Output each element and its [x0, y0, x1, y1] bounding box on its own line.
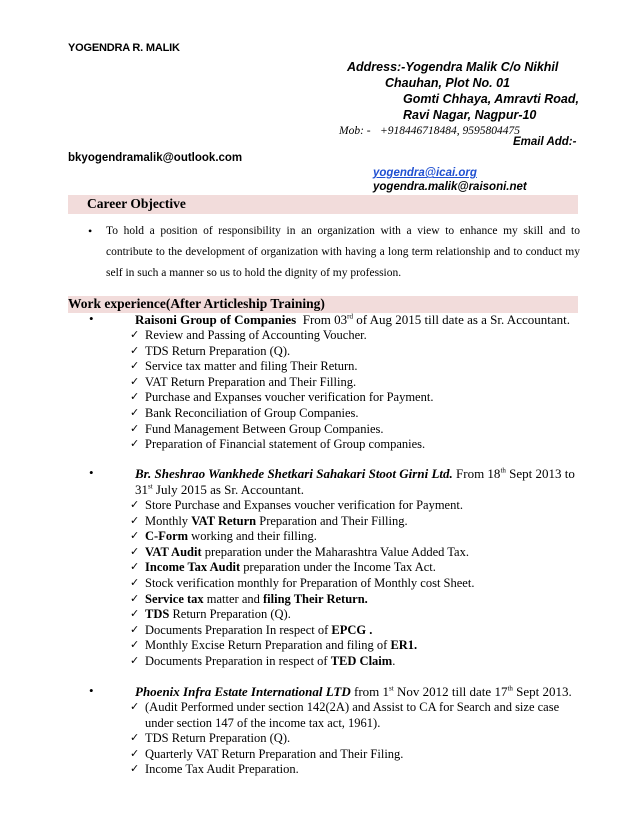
address-line-3: Gomti Chhaya, Amravti Road,: [403, 92, 579, 106]
list-item: ✓ Stock verification monthly for Preparation of Monthly cost Sheet.: [130, 575, 475, 590]
job-2-period2-post: July 2015 as Sr. Accountant.: [152, 482, 304, 497]
job-1-heading: [135, 312, 570, 328]
career-objective-heading-band: [68, 195, 578, 214]
check-icon: ✓: [130, 576, 140, 589]
check-icon: ✓: [130, 422, 140, 435]
job-3-duties: [130, 700, 580, 778]
address-line-2: Chauhan, Plot No. 01: [385, 76, 511, 90]
list-item: ✓ Service tax matter and filing Their Return.: [130, 591, 368, 606]
work-experience-heading: Work experience(After Articleship Training): [68, 296, 325, 311]
email-outlook[interactable]: bkyogendramalik@outlook.com: [68, 152, 243, 164]
list-item: ✓ Store Purchase and Expanses voucher verification for Payment.: [130, 498, 463, 512]
list-item: ✓ Income Tax Audit Preparation.: [130, 762, 299, 777]
career-objective-heading: Career Objective: [87, 196, 186, 211]
job-2-period2-sup: st: [148, 482, 153, 491]
job-1-duties: [130, 328, 580, 453]
list-item: ✓ C-Form working and their filling.: [130, 529, 317, 544]
work-experience-heading-band: [68, 296, 578, 313]
job-2-period-pre: From 18: [456, 466, 501, 481]
bullet-icon: •: [89, 683, 94, 698]
email-label: Email Add:-: [513, 136, 577, 148]
list-item: ✓ Documents Preparation In respect of EPCG .: [130, 622, 373, 637]
mobile-label: Mob: -: [339, 125, 371, 137]
check-icon: ✓: [130, 608, 140, 621]
check-icon: ✓: [130, 747, 140, 760]
check-icon: ✓: [130, 329, 140, 341]
check-icon: ✓: [130, 592, 140, 605]
list-item: ✓ TDS Return Preparation (Q).: [130, 731, 291, 746]
check-icon: ✓: [130, 375, 140, 388]
job-2-heading: [135, 466, 575, 482]
check-icon: ✓: [130, 499, 140, 511]
check-icon: ✓: [130, 406, 140, 419]
list-item: ✓ Documents Preparation in respect of TED Claim.: [130, 653, 396, 668]
job-3-heading: [135, 684, 572, 700]
job-2-heading-line-2: [135, 482, 304, 498]
check-icon: ✓: [130, 623, 140, 636]
check-icon: ✓: [130, 763, 140, 776]
job-3-period-sup: st: [389, 684, 394, 693]
check-icon: ✓: [130, 391, 140, 404]
career-objective-text: To hold a position of responsibility in an organization with a view to enhance my skill and to contribute to the development of organization with having a long term relationship and to conduct my self in such a manner so us to hold the dignity of my profession.: [106, 225, 580, 279]
list-item: ✓ Income Tax Audit preparation under the Income Tax Act.: [130, 560, 436, 575]
job-1-company: Raisoni Group of Companies: [135, 312, 297, 327]
bullet-icon: •: [88, 224, 93, 238]
job-3-company: Phoenix Infra Estate International LTD: [135, 684, 351, 699]
list-item: ✓ Fund Management Between Group Companies.: [130, 421, 384, 436]
address-line-4: Ravi Nagar, Nagpur-10: [403, 108, 537, 122]
list-item: ✓ (Audit Performed under section 142(2A) and Assist to CA for Search and size case under section 147 of the income tax act, 1961).: [130, 700, 560, 730]
job-2-company: Br. Sheshrao Wankhede Shetkari Sahakari Stoot Girni Ltd.: [135, 466, 453, 481]
check-icon: ✓: [130, 514, 140, 527]
job-3-period-pre: from 1: [354, 684, 390, 699]
check-icon: ✓: [130, 438, 140, 451]
job-2-period-sup: th: [500, 466, 506, 475]
list-item: ✓ Review and Passing of Accounting Voucher.: [130, 328, 367, 342]
bullet-icon: •: [89, 311, 94, 326]
job-3-period-post: Sept 2013.: [512, 684, 572, 699]
check-icon: ✓: [130, 701, 140, 713]
list-item: ✓ Bank Reconciliation of Group Companies.: [130, 405, 359, 420]
list-item: ✓ Preparation of Financial statement of Group companies.: [130, 437, 426, 452]
email-icai-link[interactable]: yogendra@icai.org: [373, 167, 477, 179]
job-3-period-mid: Nov 2012 till date 17: [393, 684, 508, 699]
job-3-period-sup2: th: [507, 684, 513, 693]
job-2-duties: [130, 498, 580, 670]
job-2-period-post: Sept 2013 to: [505, 466, 575, 481]
check-icon: ✓: [130, 530, 140, 543]
list-item: ✓ TDS Return Preparation (Q).: [130, 607, 291, 622]
check-icon: ✓: [130, 654, 140, 667]
job-2-period2-pre: 31: [135, 482, 148, 497]
list-item: ✓ Quarterly VAT Return Preparation and Their Filing.: [130, 746, 404, 761]
check-icon: ✓: [130, 732, 140, 745]
list-item: ✓ Purchase and Expanses voucher verification for Payment.: [130, 390, 434, 405]
job-1-period-pre: From 03: [302, 312, 348, 327]
job-1-period-post: of Aug 2015 till date as a Sr. Accountant.: [352, 312, 570, 327]
list-item: ✓ Monthly VAT Return Preparation and Their Filling.: [130, 513, 408, 528]
list-item: ✓ Service tax matter and filing Their Return.: [130, 359, 358, 374]
list-item: ✓ VAT Audit preparation under the Maharashtra Value Added Tax.: [130, 544, 469, 559]
check-icon: ✓: [130, 360, 140, 373]
email-raisoni[interactable]: yogendra.malik@raisoni.net: [373, 181, 527, 193]
list-item: ✓ Monthly Excise Return Preparation and filing of ER1.: [130, 638, 418, 653]
list-item: ✓ TDS Return Preparation (Q).: [130, 343, 291, 358]
check-icon: ✓: [130, 561, 140, 574]
check-icon: ✓: [130, 545, 140, 558]
check-icon: ✓: [130, 344, 140, 357]
bullet-icon: •: [89, 465, 94, 480]
address-line-1: Address:-Yogendra Malik C/o Nikhil: [347, 60, 559, 74]
list-item: ✓ VAT Return Preparation and Their Filling.: [130, 374, 357, 389]
job-1-period-sup: rd: [347, 312, 353, 321]
career-objective-paragraph: [88, 221, 580, 284]
candidate-name: YOGENDRA R. MALIK: [68, 42, 180, 54]
check-icon: ✓: [130, 639, 140, 652]
mobile-number: +918446718484, 9595804475: [380, 125, 521, 137]
